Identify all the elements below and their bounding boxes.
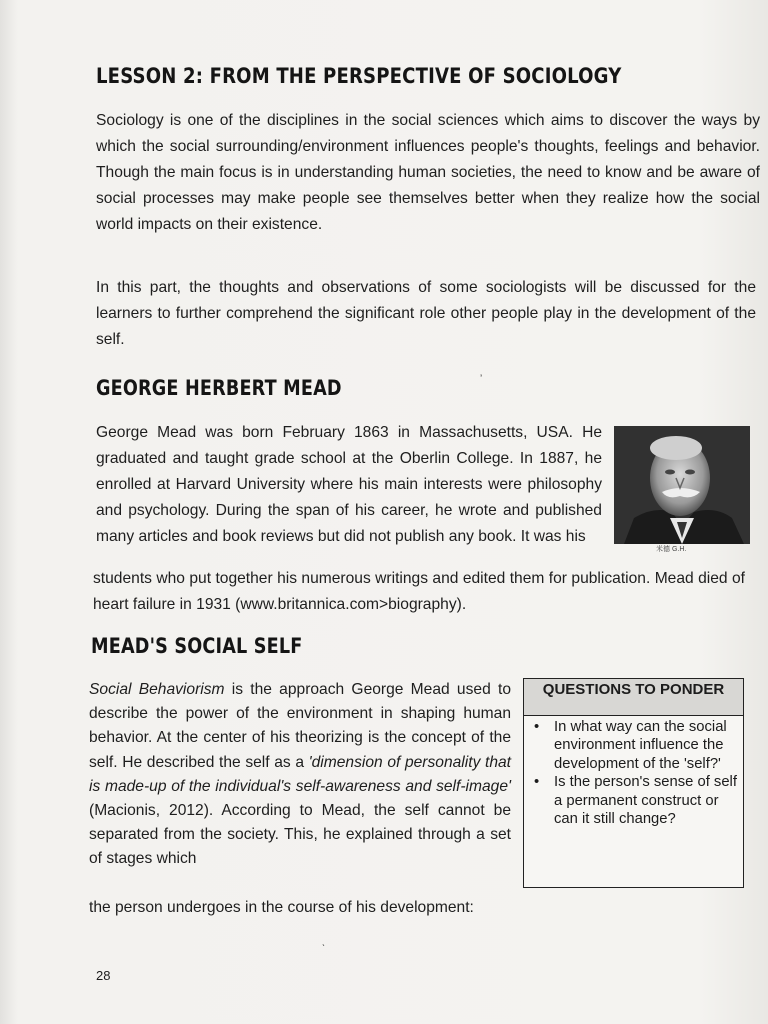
bullet-icon: • xyxy=(534,719,540,735)
social-behaviorism-term: Social Behaviorism xyxy=(89,681,225,698)
question-item xyxy=(534,718,739,773)
questions-box-title: QUESTIONS TO PONDER xyxy=(524,679,743,716)
print-speck: ʼ xyxy=(480,374,483,385)
mead-heading: GEORGE HERBERT MEAD xyxy=(96,376,342,400)
print-speck: ˎ xyxy=(322,936,326,947)
mead-biography-paragraph: George Mead was born February 1863 in Massachusetts, USA. He graduated and taught grade school at the Oberlin College. In 1887, he enrolled at Harvard University where his main interests were philosophy and psychology. During the span of his career, he wrote and published many articles and book reviews but did not publish any book. It was his xyxy=(96,424,602,545)
photo-caption: 米德 G.H. xyxy=(656,546,687,553)
questions-to-ponder-box xyxy=(523,678,744,888)
question-text: In what way can the social environment influence the development of the 'self?' xyxy=(554,719,727,772)
mead-portrait-photo xyxy=(614,426,750,544)
social-self-text-part1: is the approach George Mead used to describe the power of the environment in shaping human behavior. At the center of his theorizing is the concept of the self. He described the self as a xyxy=(89,681,511,771)
social-self-text-part2: (Macionis, 2012). According to Mead, the self cannot be separated from the society. This, he explained through a set of stages which xyxy=(89,802,511,868)
question-item xyxy=(534,773,739,828)
social-self-heading: MEAD'S SOCIAL SELF xyxy=(91,634,303,658)
second-paragraph: In this part, the thoughts and observations of some sociologists will be discussed for the learners to further comprehend the significant role other people play in the development of the self. xyxy=(96,279,756,348)
lesson-heading: LESSON 2: FROM THE PERSPECTIVE OF SOCIOLOGY xyxy=(96,64,622,88)
social-self-paragraph xyxy=(89,678,511,872)
page-number: 28 xyxy=(96,968,111,983)
intro-paragraph: Sociology is one of the disciplines in the social sciences which aims to discover the ways by which the social surrounding/environment influences people's thoughts, feelings and behavior. Though the main focus is in understanding human societies, the need to know and be aware of social processes may make people see themselves better when they realize how the social world impacts on their existence. xyxy=(96,112,760,233)
self-definition-quote: 'dimension of personality that is made-up of the individual's self-awareness and self-image' xyxy=(89,753,512,795)
question-text: Is the person's sense of self a permanent construct or can it still change? xyxy=(554,774,737,828)
bullet-icon: • xyxy=(534,774,540,791)
social-self-continued: the person undergoes in the course of his development: xyxy=(89,899,474,916)
mead-biography-continued: students who put together his numerous writings and edited them for publication. Mead died of heart failure in 1931 (www.britannica.com>biography). xyxy=(93,570,745,613)
questions-list xyxy=(524,716,743,828)
